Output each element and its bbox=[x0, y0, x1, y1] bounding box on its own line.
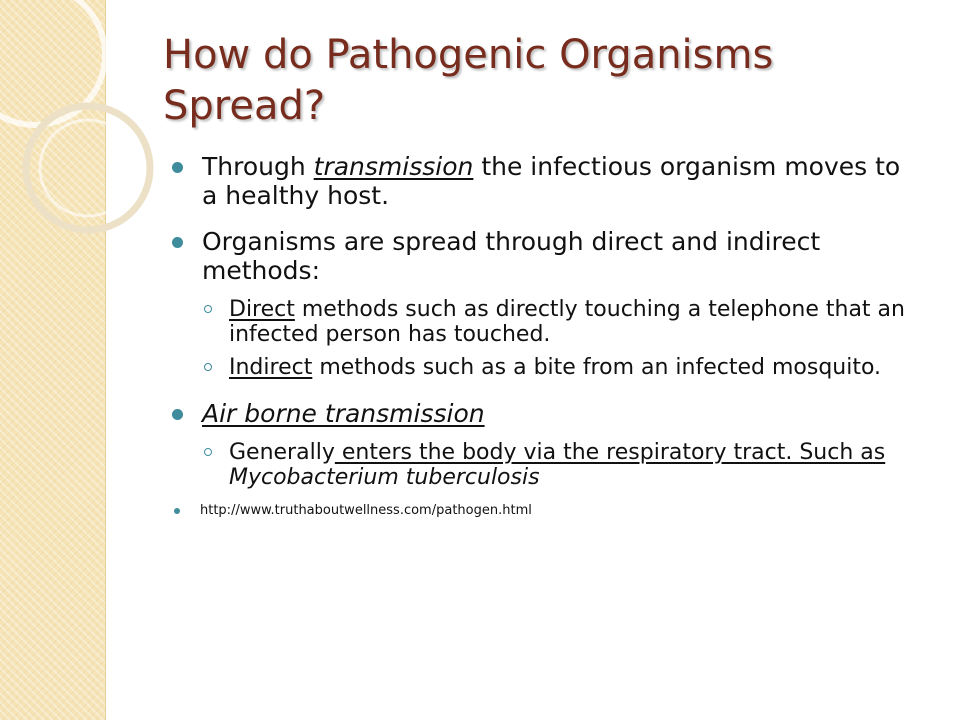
sub-bullet-direct bbox=[170, 297, 910, 347]
bullet-text: Through bbox=[202, 152, 314, 181]
emphasized-term: Air borne transmission bbox=[202, 399, 485, 428]
sub-bullet-ring-icon bbox=[204, 305, 212, 313]
sub-bullet-ring-icon bbox=[204, 363, 212, 371]
emphasized-term: Indirect bbox=[229, 355, 313, 380]
bullet-text: the infectious organism moves to a healthy host. bbox=[202, 152, 901, 210]
emphasized-term: transmission bbox=[313, 152, 474, 181]
bullet-spread-methods bbox=[170, 227, 910, 285]
slide-title: How do Pathogenic Organisms Spread? bbox=[163, 32, 774, 129]
bullet-dot-icon bbox=[174, 508, 180, 514]
source-link[interactable]: http://www.truthaboutwellness.com/pathogen.html bbox=[200, 503, 532, 518]
bullet-text: Organisms are spread through direct and indirect methods: bbox=[202, 227, 821, 285]
sub-bullet-indirect bbox=[170, 355, 910, 380]
decorative-rings-graphic bbox=[0, 0, 140, 260]
bullet-dot-icon bbox=[172, 237, 183, 248]
bullet-dot-icon bbox=[172, 162, 183, 173]
bullet-text: Generally bbox=[229, 440, 335, 465]
bullet-text: methods such as directly touching a telephone that an infected person has touched. bbox=[229, 297, 905, 347]
sub-bullet-ring-icon bbox=[204, 448, 212, 456]
bullet-airborne bbox=[170, 399, 910, 428]
species-name: Mycobacterium tuberculosis bbox=[229, 465, 540, 490]
bullet-text: enters the body via the respiratory tract. Such as bbox=[334, 440, 886, 465]
bullet-text: methods such as a bite from an infected mosquito. bbox=[312, 355, 882, 380]
bullet-dot-icon bbox=[172, 409, 183, 420]
bullet-source-url bbox=[170, 503, 910, 519]
slide-content bbox=[170, 152, 910, 536]
bullet-transmission bbox=[170, 152, 910, 210]
emphasized-term: Direct bbox=[229, 297, 295, 322]
sub-bullet-respiratory bbox=[170, 440, 910, 490]
